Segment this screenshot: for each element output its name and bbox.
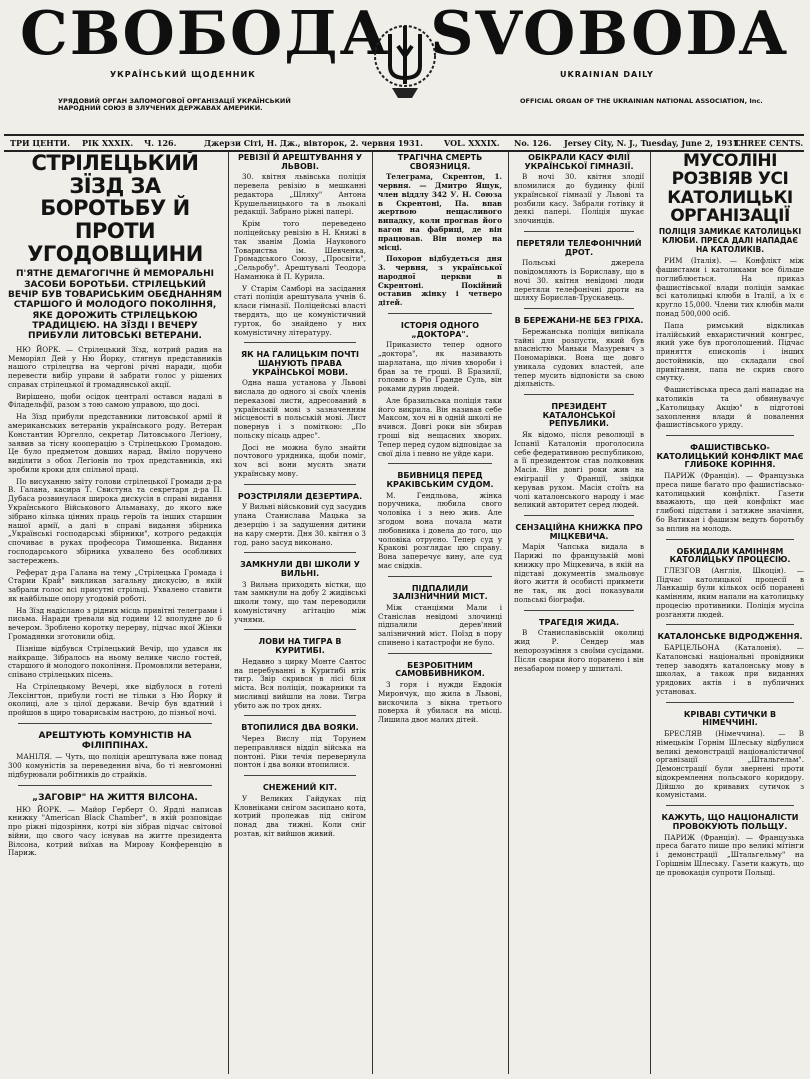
headline-catalan-president: ПРЕЗИДЕНТ КАТАЛОНСЬКОЇ РЕПУБЛИКИ. — [542, 402, 616, 429]
headline-telephone-wire: ПЕРЕТЯЛИ ТЕЛЕФОНІЧНИЙ ДРОТ. — [516, 238, 642, 257]
headline-lviv-searches: РЕВІЗІЇ Й АРЕШТУВАННЯ У ЛЬВОВІ. — [237, 153, 363, 171]
divider — [666, 702, 794, 703]
article-paragraph: РИМ (Італія). — Конфлікт між фашистами і католиками все більше поглиблюється. На приказ фашистівської влади поліція замкає всі католицькі клюби в Італії, а їх є кругло 15,000. Члени тих клюбів мали понад 500,000 осіб. — [656, 256, 804, 318]
divider — [666, 805, 794, 806]
article-paragraph: ГЛЕЗГОВ (Англія, Шкоція). — Підчас католицької процесії в Ланкашір були кількох осіб поранені камінням, яким напали на католицьку процесію противники. Поліція мусіла розганяти людей. — [656, 565, 804, 619]
article-paragraph: Досі не можна було знайти почтового урядника, щоби поміг, хоч всі вони мусять знати українську мову. — [234, 442, 366, 478]
divider — [244, 484, 356, 485]
price-ukrainian: ТРИ ЦЕНТИ. — [10, 138, 70, 148]
divider — [666, 435, 794, 436]
column-2 — [234, 152, 366, 1074]
article-paragraph: Марія Чапська видала в Парижі по французькій мові книжку про Міцкевича, в якій на підставі документів змальовує його життя й особисті прикмети не так, як досі показували польські біографи. — [514, 542, 644, 605]
masthead-org-english: OFFICIAL ORGAN OF THE UKRAINIAN NATIONAL ASSOCIATION, Inc. — [520, 97, 763, 105]
headline-berezhany: В БЕРЕЖАНИ-НЕ БЕЗ ГРІХА. — [514, 316, 644, 326]
article-paragraph: 30. квітня львівська поліція перевела ревізію в мешканні редактора „Шляху" Антона Крушельницького та в льокалі редакції. Забрано ріжні папері. — [234, 172, 366, 217]
article-paragraph: Крім того переведено поліцейську ревізію в Н. Книжі в так званім Доміа Наукового Товариства ім. Шевченка, Громадського Союзу, „Просвіти", „Сельробу". Арештувалі Теодора Наманюка й П. Курила. — [234, 219, 366, 281]
divider — [524, 515, 634, 516]
masthead-title-ukrainian: СВОБОДА — [20, 0, 391, 69]
headline-gymnasium-robbery: ОБІКРАЛИ КАСУ ФІЛІЇ УКРАЇНСЬКОЇ ГІМНАЗІЇ. — [524, 153, 634, 171]
lead-deck-mussolini: ПОЛІЦІЯ ЗАМИКАЄ КАТОЛИЦЬКІ КЛЮБИ. ПРЕСА ДАЛІ НАПАДАЄ НА КАТОЛИКІВ. — [658, 227, 802, 254]
article-paragraph: Між станціями Мали і Станіслав невідомі злочинці підпалили дерев'яний залізничний міст. Поїзд в пору спинено і катастрофи не було. — [378, 602, 502, 648]
article-paragraph: Бережанська поліція випікала тайні для розпусти, який був власністю Маньки Мазуревич з Пономарівки. Вона ще довго уникала судових властей, але тепер мусить відповісти за свою діяльність. — [514, 326, 644, 389]
article-paragraph: ПАРИЖ (Франція). — Французька преса багато пише про великі мітінги і демонстрації „Штальгельму" на Горішнім Шлеську. Газети кажуть, що це провокація супроти Польщі. — [656, 832, 804, 877]
dateline — [4, 134, 804, 152]
divider — [666, 539, 794, 540]
divider — [388, 653, 492, 654]
divider — [666, 624, 794, 625]
headline-fascist-catholic-conflict: ФАШИСТІВСЬКО-КАТОЛИЦЬКИЙ КОНФЛІКТ МАЄ ГЛИБОКЕ КОРІННЯ. — [656, 443, 804, 470]
headline-catalan-revival: КАТАЛОНСЬКЕ ВІДРОДЖЕННЯ. — [657, 632, 803, 642]
headline-unemployed-suicide: БЕЗРОБІТНИМ САМОВБИВНИКОМ. — [395, 660, 485, 679]
headline-railway-bridge: ПІДПАЛИЛИ ЗАЛІЗНИЧНИЙ МІСТ. — [392, 583, 488, 602]
headline-wilson: „ЗАГОВІР" НА ЖИТТЯ ВІЛСОНА. — [32, 792, 198, 803]
article-paragraph: На Зїзд прибули представники литовської армії й американських ветеранів українського роду. Ветеран Константин Юргелло, секретар Литовського Легіону, заявив за тісну кооперацію з Стрілецькою Громадою. Це було предметом довших нарад. Вміло поручено виділити з обох Легіонів по трох представників, які зробили кроки для спільної праці. — [8, 412, 222, 474]
article-paragraph: НЮ ЙОРК. — Стрілецький Зїзд, котрий радив на Меморіял Дей у Ню Йорку, стягнув представників нашого стрілецтва на чергові річні наради, щоби перевести вибір управи й забрати голос у рішених справах стрілецької й громадянської акції. — [8, 344, 222, 389]
article-paragraph: З горя і нужди Евдокія Мирончук, що жила в Львові, вискочила з вікна третього поверха й убилася на місці. Лишила двоє малих дітей. — [378, 680, 502, 725]
column-5 — [656, 152, 804, 1074]
headline-philippines: АРЕШТУЮТЬ КОМУНІСТІВ НА ФІЛІППІНАХ. — [38, 731, 192, 751]
article-paragraph: МАНІЛЯ. — Чуть, що поліція арештувала вже понад 300 комуністів за переведення віча, бо ті невгомонні підбурювали робітників до страйків. — [8, 752, 222, 780]
divider — [524, 610, 634, 611]
article-paragraph: У Старім Самборі на засідання статі поліція арештувала учнів 6. класи гімназії. Поліцейські власті твердять, що це комуністичний гурток, бо знайдено у них комуністичну літературу. — [234, 283, 366, 337]
column-rule — [650, 152, 651, 1074]
issue-number-english: No. 126. — [514, 138, 552, 148]
article-paragraph: З Вильна приходять вістки, що там замкнули на добу 2 жидівські школи тому, що там переводили комуністичну агітацію між учнями. — [234, 579, 366, 624]
headline-krakow-court: ВБИВНИЦЯ ПЕРЕД КРАКІВСЬКИМ СУДОМ. — [386, 471, 494, 489]
masthead-subtitle-ukrainian: УКРАЇНСЬКИЙ ЩОДЕННИК — [110, 70, 256, 79]
article-paragraph: Реферат д-ра Галана на тему „Стрілецька Громада і Старии Край" викликав загальну дискусію, в якій забрали голос всі присутні стрільці. Ухвалено ставити як найбільше опору угодовій роботі. — [8, 567, 222, 603]
article-paragraph: НЮ ЙОРК. — Майор Герберт О. Ярдлі написав книжку "American Black Chamber", в якій розповідає про ріжні підозріння, котрі він зібрав підчас світової війни, що свого часу існував на житте президента Вілсона, котрий виїхав на Мирову Конференцію в Париж. — [8, 804, 222, 858]
article-paragraph: По висуханню звіту голови стрілецької Громади д-ра В. Галана, касира Т. Свистуна та секретаря д-ра П. Дубаса розвинулася широка дискусія в справі видання Українського Військового Альманаху, до якого вже зібрано кілька цінних праць героїв та інших старшин нашої армії, а далі в справі видання збірника „Українські господарські збірники", котрого редакція спочиває в руках професора Тимошенка. Видання господарського збірника ухвалено без особливих застережень. — [8, 476, 222, 565]
divider — [244, 629, 356, 630]
column-rule — [228, 152, 229, 1074]
headline-tragedy: ТРАГЕДІЯ ЖИДА. — [539, 617, 619, 627]
column-1 — [8, 152, 222, 1074]
headline-galician-post: ЯК НА ГАЛИЦЬКІМ ПОЧТІ ШАНУЮТЬ ПРАВА УКРАЇНСЬКОЇ МОВИ. — [241, 350, 359, 377]
divider — [18, 785, 212, 786]
article-paragraph: На Стрілецькому Вечері, яке відбулося в готелі Лексінгтон, прибули гості не тільки з Ню Йорку й околиці, але з цілої держави. Вечір був вдатний і пройшов в щиро товариськім настрою, до пізньої ночі. — [8, 681, 222, 718]
divider — [244, 775, 356, 776]
trident-emblem-icon — [372, 6, 438, 106]
headline-two-soldiers: ВТОПИЛИСЯ ДВА ВОЯКИ. — [241, 723, 359, 733]
headline-tiger-hunt: ЛОВИ НА ТИГРА В КУРИТИБІ. — [258, 637, 342, 656]
headline-deserter: РОЗСТРІЛЯЛИ ДЕЗЕРТИРА. — [237, 491, 363, 501]
column-rule — [508, 152, 509, 1074]
year-ukrainian: РІК XXXIX. — [82, 138, 134, 148]
lead-headline-mussolini: МУСОЛІНІ РОЗВІЯВ УСІ КАТОЛИЦЬКІ ОРГАНІЗАЦІЇ — [667, 152, 793, 227]
divider — [18, 723, 212, 724]
headline-nationalists-provoke-poland: КАЖУТЬ, ЩО НАЦІОНАЛІСТИ ПРОВОКУЮТЬ ПОЛЬЩУ. — [661, 813, 799, 831]
place-date-ukrainian: Джерзи Сіті, Н. Дж., вівторок, 2. червня 1931. — [204, 138, 423, 148]
column-4 — [514, 152, 644, 1074]
article-paragraph: Але бразильська поліція таки його викрила. Він називав себе Максом, хоч ні в одній школі не вчився. Довгі роки він збирав гроші від нещасних хворих. Тепер перед судом відповідає за свої діла і певно не уйде кари. — [378, 395, 502, 458]
headline-snow-cat: СНЕЖЕНИЙ КІТ. — [262, 783, 338, 793]
headline-mickiewicz-book: СЕНЗАЦІЙНА КНИЖКА ПРО МІЦКЕВИЧА. — [515, 523, 643, 541]
article-paragraph: Через Вислу під Торунем переправлявся відділ війська на понтоні. Ріки течія перевернула понтон і два вояки втопилися. — [234, 734, 366, 770]
article-paragraph: ПАРИЖ (Франція). — Французька преса пише багато про фашистівсько-католицький конфлікт. Газети вважають, що цей конфлікт має глибокі підстави і затяжне значіння, бо Ватикан і фашизм ведуть боротьбу за вплив на молодь. — [656, 471, 804, 533]
article-paragraph: В Станиславівській околиці жид Р. Сендер мав непорозуміння з своїми сусідами. Після сварки його поранено і він незабаром помер у шпиталі. — [514, 628, 644, 673]
masthead-org-ukrainian: УРЯДОВИЙ ОРГАН ЗАПОМОГОВОЇ ОРГАНІЗАЦІЇ УКРАЇНСЬКИЙ НАРОДНИЙ СОЮЗ В ЗЛУЧЕНИХ ДЕРЖАВАХ АМЕРИКИ. — [58, 97, 291, 113]
divider — [244, 552, 356, 553]
lead-deck-rifle-congress: П'ЯТНЕ ДЕМАГОГІЧНЕ Й МЕМОРАЛЬНІ ЗАСОБИ БОРОТЬБИ. СТРІЛЕЦЬКИЙ ВЕЧІР БУВ ТОВАРИСЬКИМ ОБЄДНАННЯМ СТАРШОГО Й МОЛОДОГО ПОКОЛІННЯ, ЯКЕ ДОРОЖИТЬ СТРІЛЕЦЬКОЮ ТРАДИЦІЄЮ. НА ЗЇЗДІ І ВЕЧЕРУ ПРИБУЛИ ЛИТОВСЬКІ ВЕТЕРАНИ. — [8, 269, 222, 342]
headline-tragic-death: ТРАГІЧНА СМЕРТЬ СВОЯЗНИЦЯ. — [397, 153, 483, 171]
article-paragraph: Польські джерела повідомляють із Бориславу, що в ночі 30. квітня невідомі люди перетяли телефонічні дроти на шляху Борислав-Трускавець. — [514, 258, 644, 303]
masthead-title-latin: SVOBODA — [430, 0, 788, 69]
column-rule — [372, 152, 373, 1074]
place-date-english: Jersey City, N. J., Tuesday, June 2, 1931. — [564, 138, 741, 148]
article-paragraph: Приказисто тепер одного „доктора", як називають шарлатана, що лічив хвороби і брав за те гроші. В Бразилії, головно в Ріо Ґранде Суль, він роками дурив людей. — [378, 340, 502, 394]
divider — [524, 231, 634, 232]
article-paragraph: Телеграма, Скрентон, 1. червня. — Дмитро Ящук, член віддлу 342 У. Н. Союза в Скрентоні, Па. впав жертвою нещасливого випадку, коли прогнав його вагон на фабриці, де він працював. Він помер на місці. — [378, 172, 502, 252]
headline-germany-clashes: КРІВАВІ СУТИЧКИ В НІМЕЧЧИНІ. — [683, 709, 777, 728]
divider — [388, 313, 492, 314]
article-paragraph: Вирішено, щоби осідок централі остався надалі в Філадельфії, разом з тою самою управою, що досі. — [8, 391, 222, 410]
article-paragraph: В ночі 30. квітня злодії вломилися до будинку філії української гімназії у Львові та розбили касу. Забрали готівку й деякі папері. Поліція шукає злочинців. — [514, 172, 644, 226]
article-paragraph: БАРЦЕЛЬОНА (Каталонія). — Каталонські національні провідники тепер заводять каталонську мову в школах, а також при виданнях урядових актів і в публичних установах. — [656, 643, 804, 696]
article-paragraph: У Великих Гайдуках під Кловніками снігом засипано кота, котрий пролежав під снігом понад два тижні. Коли сніг розтав, кіт вийшов живий. — [234, 793, 366, 838]
article-paragraph: Недавно з цирку Монте Сантос на перебуванні в Куритибі втік тигр. Звір скрився в лісі біля міста. Вся поліція, пожарники та мисливці вийшли на лови. Тигра убито аж по трох днях. — [234, 656, 366, 710]
lead-headline-rifle-congress: СТРІЛЕЦЬКИЙ ЗЇЗД ЗА БОРОТЬБУ Й ПРОТИ УГОДОВЩИНИ — [27, 152, 203, 266]
article-paragraph: Як відомо, після революції в Іспанії Каталонія проголосила себе федеративною республикою, а її президентом став полковник Масія. Він довгі роки жив на еміграції у Франції, звідки керував рухом. Масія стоїть на чолі каталонського народу і має великий авторитет серед людей. — [514, 430, 644, 510]
volume-english: VOL. XXXIX. — [444, 138, 500, 148]
headline-stoned-procession: ОБКИДАЛИ КАМІННЯМ КАТОЛИЦЬКУ ПРОЦЕСІЮ. — [669, 546, 791, 565]
article-paragraph: Одна наша установа у Львові вислала до одного зі своїх членів переказові листи, адресований в українській мові з зазначенням місцевості в польській мові. Лист повернув і з поміткою: „По польску пісаць адрес". — [234, 378, 366, 440]
article-paragraph: М. Гендльова, жінка поручника, любила свого чоловіка і з нею жив. Але згодом вона почала мати любовника і довела до того, що чоловіка отруєно. Тепер суд у Кракові розглядає цю справу. Вона заперечує вину, але суд має свідків. — [378, 490, 502, 570]
divider — [388, 463, 492, 464]
price-english: THREE CENTS. — [734, 138, 804, 148]
divider — [244, 342, 356, 343]
article-paragraph: Папа римський відкликав італійський евхаристичний конгрес, який уже був проголошений. Підчас приняття єпископів і інших достойників, що складали свої привітання, папа не скрив свого смутку. — [656, 320, 804, 383]
article-paragraph: Похорон відбудеться дня 3. червня, з української народної церкви в Скрентоні. Покійний оставив жінку і четверо дітей. — [378, 254, 502, 308]
divider — [244, 715, 356, 716]
article-paragraph: Фашистівська преса далі нападає на католиків та обвинувачує „Католицьку Акцію" в підготові захоплення влади й повалення фашистівського уряду. — [656, 385, 804, 430]
issue-number-ukrainian: Ч. 126. — [144, 138, 177, 148]
article-paragraph: Пізніше відбувся Стрілецький Вечір, що удався як найкраще. Зібралось на ньому велике число гостей, старшого й молодого покоління. Промовляли ветерани, співано стрілецьких пісень. — [8, 643, 222, 680]
headline-vilnius-schools: ЗАМКНУЛИ ДВІ ШКОЛИ У ВИЛЬНІ. — [240, 560, 360, 578]
masthead-subtitle-english: UKRAINIAN DAILY — [560, 70, 654, 79]
divider — [388, 576, 492, 577]
article-paragraph: БРЕСЛЯВ (Німеччина). — В німецькім Горнім Шлеську відбулися великі демонстрації націоналістичної організації „Штальгельм". Демонстрації були звернені проти відокремлення польського коридору. Дійшло до кривавих сутичок з комуністами. — [656, 729, 804, 800]
article-paragraph: У Вильні військовий суд засудив улана Станислава Мацька за дезерцію і за задушення дитини на кару смерти. Дня 30. квітня о 3 год. рано засуд виконано. — [234, 502, 366, 547]
masthead — [0, 0, 810, 118]
headline-doctor-story: ІСТОРІЯ ОДНОГО „ДОКТОРА". — [400, 320, 480, 339]
article-paragraph: На Зїзд надіслано з рідних місць привітні телеграми і письма. Наради тревали від години 12 вполудне до 6 вечером. Зроблено коротку перерву, підчас якої Жінки Громадянки зготовили обід. — [8, 605, 222, 641]
divider — [524, 394, 634, 395]
divider — [524, 308, 634, 309]
column-3 — [378, 152, 502, 1074]
